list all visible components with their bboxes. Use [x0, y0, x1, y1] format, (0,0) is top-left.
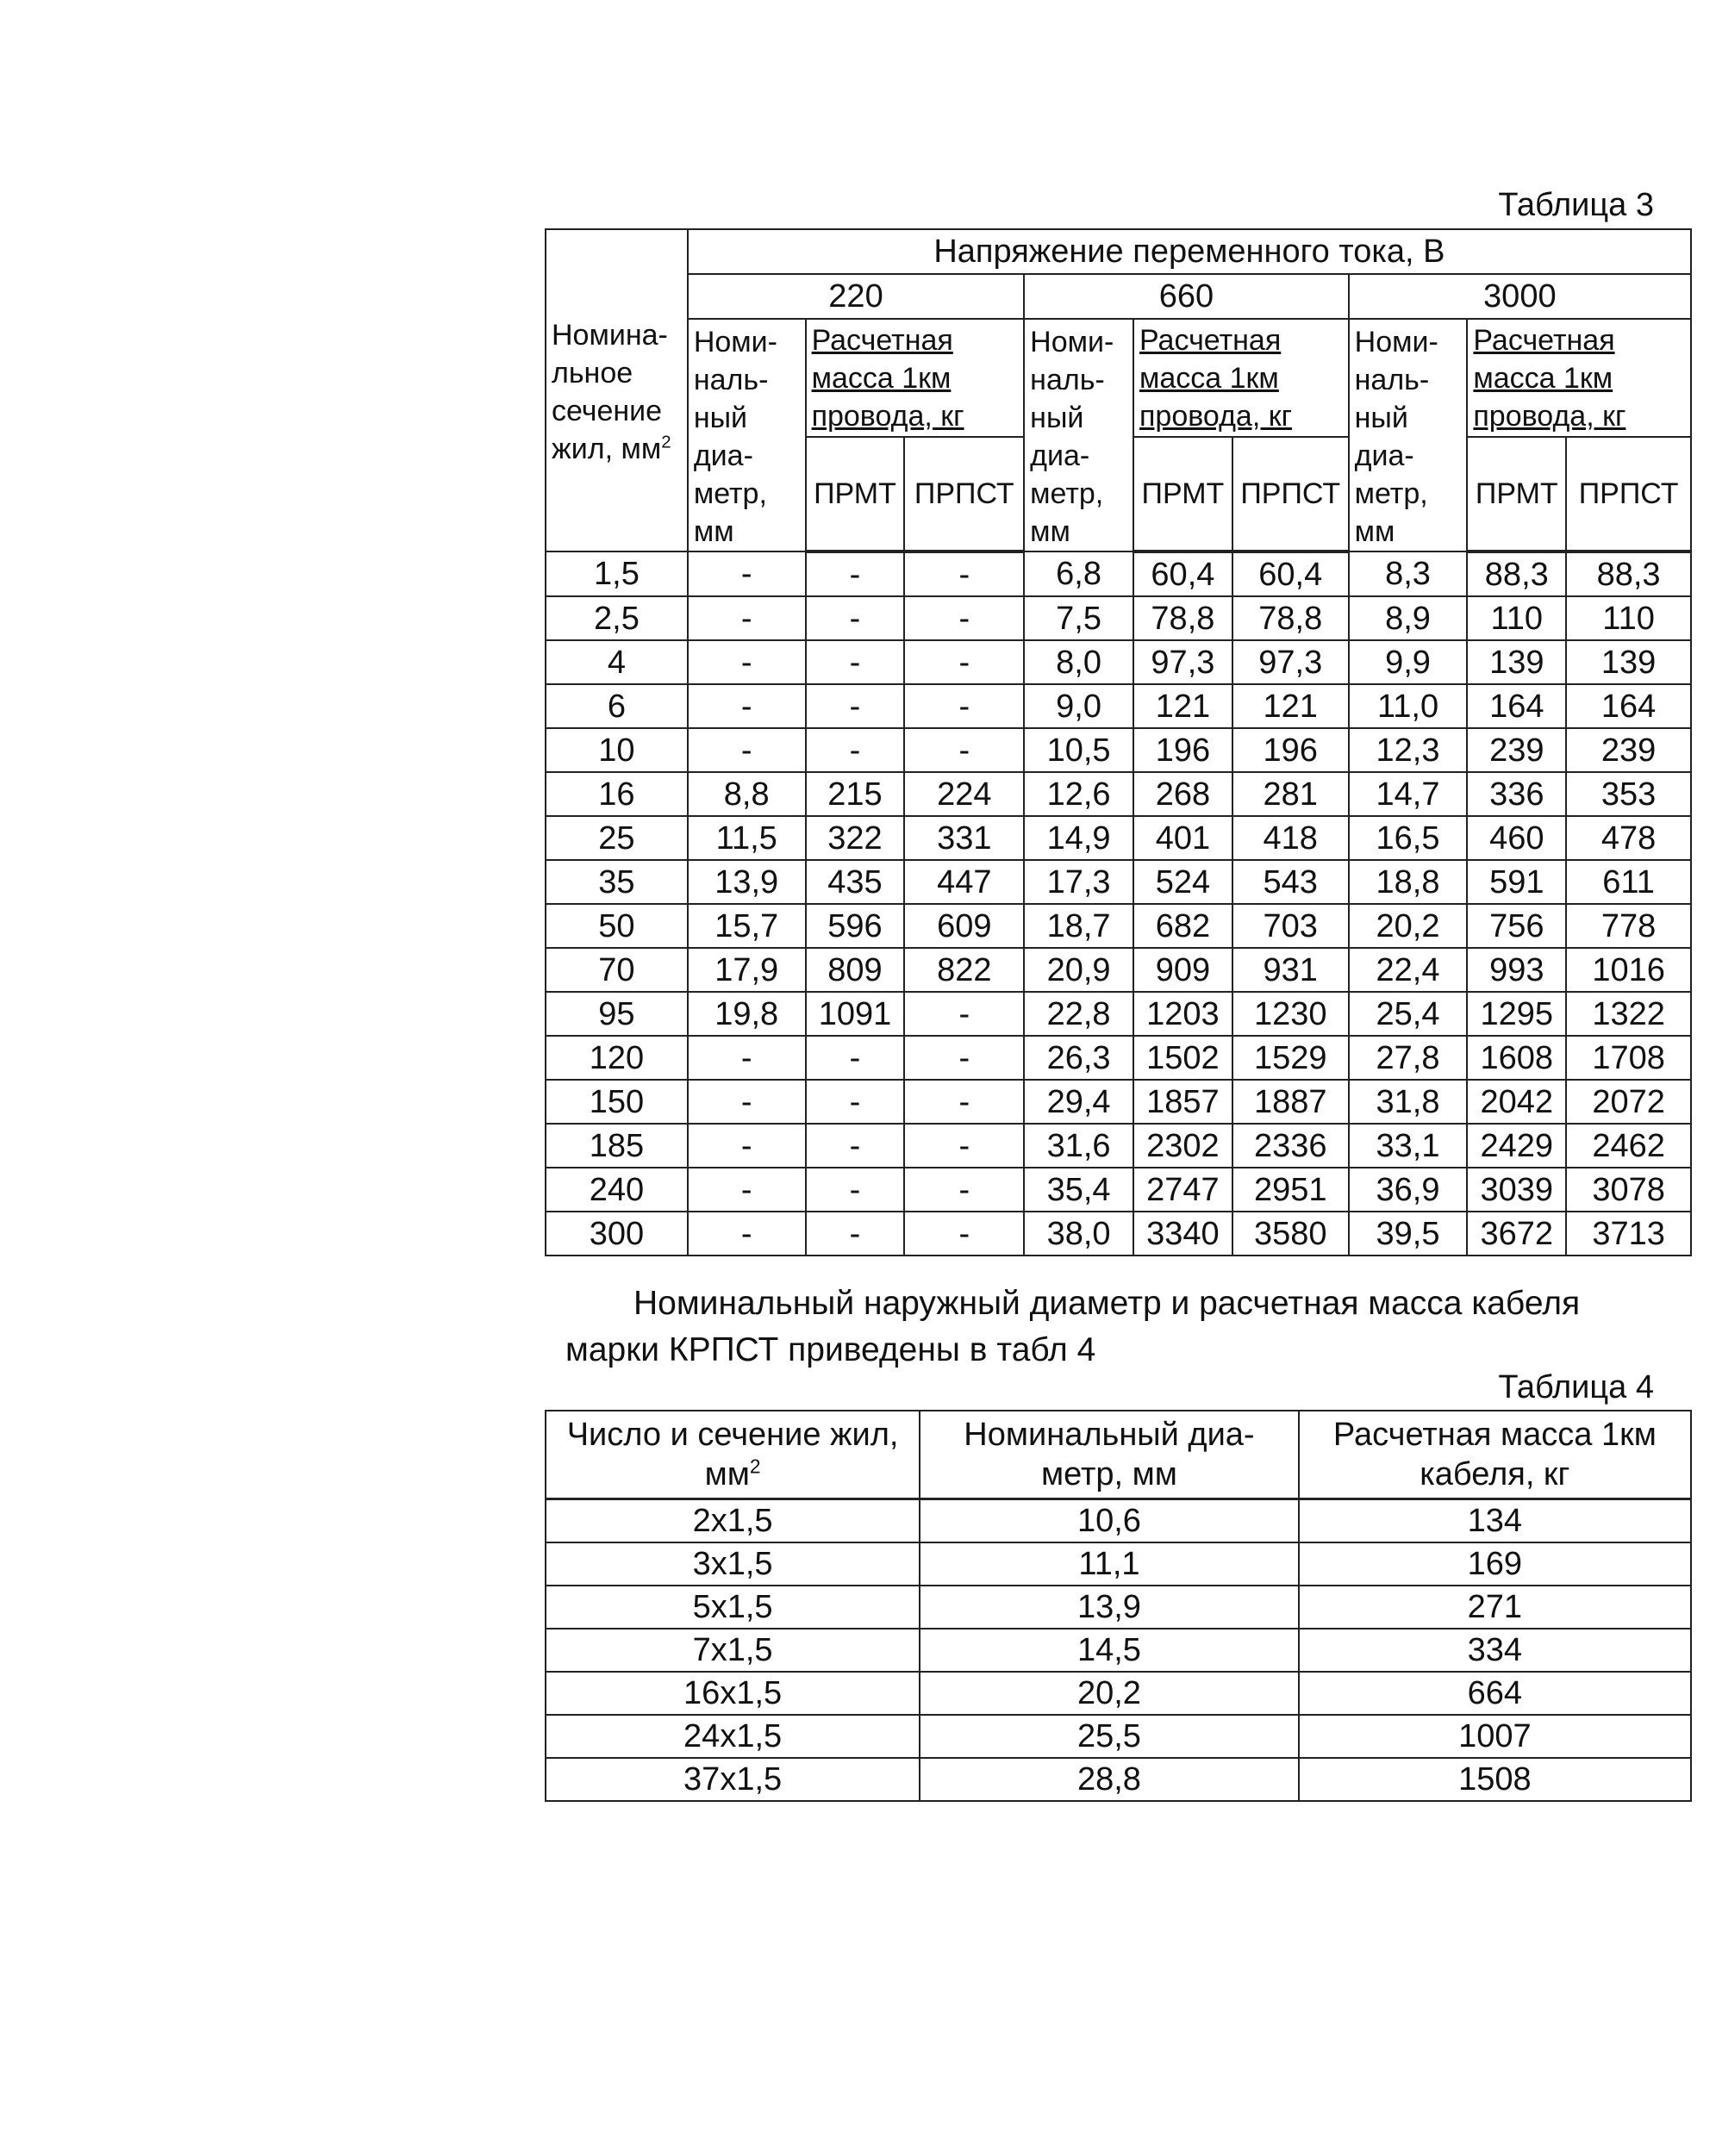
diameter-3000-header: Номи-наль-ный диа-метр, мм [1349, 319, 1468, 551]
table-cell: 778 [1566, 904, 1691, 948]
table-row [546, 860, 1691, 904]
table-cell: - [688, 596, 806, 640]
table-row [546, 684, 1691, 728]
table-cell: 1007 [1299, 1715, 1691, 1758]
table-cell: 460 [1467, 816, 1566, 860]
table-cell: 271 [1299, 1586, 1691, 1629]
table-row [546, 1715, 1691, 1758]
table-cell: - [806, 551, 905, 596]
table-cell: - [806, 1080, 905, 1124]
table-cell: 239 [1467, 728, 1566, 772]
table-cell: 38,0 [1024, 1212, 1133, 1256]
table-cell: - [688, 1124, 806, 1168]
table-cell: - [806, 684, 905, 728]
table-cell: 37х1,5 [546, 1758, 920, 1801]
table-cell: 931 [1232, 948, 1349, 992]
table-cell: 268 [1133, 772, 1232, 816]
table-cell: 70 [546, 948, 688, 992]
table-cell: - [806, 1036, 905, 1080]
table-cell: - [904, 1036, 1024, 1080]
table-cell: 60,4 [1133, 551, 1232, 596]
table-cell: 12,3 [1349, 728, 1468, 772]
table-cell: 110 [1467, 596, 1566, 640]
table-cell: 22,8 [1024, 992, 1133, 1036]
table-row [546, 1080, 1691, 1124]
table-cell: 1295 [1467, 992, 1566, 1036]
table-cell: 418 [1232, 816, 1349, 860]
diameter-220-header: Номи-наль-ный диа-метр, мм [688, 319, 806, 551]
table-cell: 13,9 [688, 860, 806, 904]
table-cell: 60,4 [1232, 551, 1349, 596]
table-cell: 2042 [1467, 1080, 1566, 1124]
table-cell: 110 [1566, 596, 1691, 640]
table-cell: 97,3 [1232, 640, 1349, 684]
table-cell: 88,3 [1566, 551, 1691, 596]
mass-660-header [1133, 319, 1349, 437]
table-cell: 8,3 [1349, 551, 1468, 596]
table-cell: 1203 [1133, 992, 1232, 1036]
table-cell: 39,5 [1349, 1212, 1468, 1256]
table-cell: 16х1,5 [546, 1672, 920, 1715]
prpst-660-header: ПРПСТ [1232, 437, 1349, 551]
table-cell: 150 [546, 1080, 688, 1124]
table-row [546, 1586, 1691, 1629]
table-row [546, 1542, 1691, 1586]
table-cell: 28,8 [920, 1758, 1299, 1801]
table-cell: - [904, 1168, 1024, 1212]
table-cell: 35,4 [1024, 1168, 1133, 1212]
table-cell: 993 [1467, 948, 1566, 992]
table-cell: 224 [904, 772, 1024, 816]
mass-660-label: Расчетная масса 1км провода, кг [1139, 323, 1292, 433]
table-cell: - [904, 992, 1024, 1036]
table-cell: 15,7 [688, 904, 806, 948]
table-cell: 7,5 [1024, 596, 1133, 640]
table-cell: 78,8 [1232, 596, 1349, 640]
table-cell: 2336 [1232, 1124, 1349, 1168]
table-cell: 4 [546, 640, 688, 684]
voltage-220-header: 220 [688, 274, 1024, 319]
table-cell: 14,9 [1024, 816, 1133, 860]
table-row [546, 728, 1691, 772]
mass-header: Расчетная масса 1км кабеля, кг [1299, 1411, 1691, 1499]
table-cell: 8,8 [688, 772, 806, 816]
table-cell: 336 [1467, 772, 1566, 816]
table-cell: 11,5 [688, 816, 806, 860]
table-cell: 19,8 [688, 992, 806, 1036]
table-cell: 121 [1133, 684, 1232, 728]
table-cell: 3672 [1467, 1212, 1566, 1256]
mass-3000-label: Расчетная масса 1км провода, кг [1473, 323, 1626, 433]
table-cell: 2072 [1566, 1080, 1691, 1124]
table-cell: - [806, 1124, 905, 1168]
table-cell: - [688, 1168, 806, 1212]
table-cell: 88,3 [1467, 551, 1566, 596]
table-cell: 3580 [1232, 1212, 1349, 1256]
table-cell: 334 [1299, 1629, 1691, 1672]
voltage-3000-header: 3000 [1349, 274, 1691, 319]
table-cell: 596 [806, 904, 905, 948]
table-cell: 8,9 [1349, 596, 1468, 640]
table-row [546, 1036, 1691, 1080]
table-cell: 239 [1566, 728, 1691, 772]
table-cell: 1508 [1299, 1758, 1691, 1801]
table-cell: 3078 [1566, 1168, 1691, 1212]
table-cell: 682 [1133, 904, 1232, 948]
table-row [546, 1629, 1691, 1672]
table-cell: 164 [1566, 684, 1691, 728]
table-cell: - [806, 1168, 905, 1212]
cable-spec-table-3 [545, 228, 1692, 1256]
table-cell: 1016 [1566, 948, 1691, 992]
table-cell: 2,5 [546, 596, 688, 640]
table-cell: 78,8 [1133, 596, 1232, 640]
table-cell: 2302 [1133, 1124, 1232, 1168]
table-cell: 703 [1232, 904, 1349, 948]
table-cell: 331 [904, 816, 1024, 860]
table-cell: 97,3 [1133, 640, 1232, 684]
table-cell: 3713 [1566, 1212, 1691, 1256]
cable-spec-table-4 [545, 1410, 1692, 1802]
table-cell: 17,3 [1024, 860, 1133, 904]
table-cell: 7х1,5 [546, 1629, 920, 1672]
table4-caption: Таблица 4 [1498, 1369, 1654, 1405]
table3-caption: Таблица 3 [1498, 187, 1654, 223]
voltage-header: Напряжение переменного тока, В [688, 229, 1691, 274]
table-cell: 18,7 [1024, 904, 1133, 948]
table-cell: 16,5 [1349, 816, 1468, 860]
table-cell: 1857 [1133, 1080, 1232, 1124]
table-cell: - [904, 684, 1024, 728]
intro-paragraph-text: Номинальный наружный диаметр и расчетная масса кабеля марки КРПСТ приведены в табл 4 [565, 1285, 1581, 1368]
table-cell: 8,0 [1024, 640, 1133, 684]
mass-220-header [806, 319, 1025, 437]
table-cell: 6,8 [1024, 551, 1133, 596]
table-cell: 20,9 [1024, 948, 1133, 992]
table-cell: 17,9 [688, 948, 806, 992]
voltage-660-header: 660 [1024, 274, 1348, 319]
cores-header [546, 1411, 920, 1499]
table-row [546, 948, 1691, 992]
intro-paragraph [565, 1281, 1660, 1374]
table-cell: 185 [546, 1124, 688, 1168]
table-cell: 10,6 [920, 1499, 1299, 1543]
table-cell: 1,5 [546, 551, 688, 596]
table-cell: 26,3 [1024, 1036, 1133, 1080]
table-cell: 3340 [1133, 1212, 1232, 1256]
table-cell: 9,0 [1024, 684, 1133, 728]
table-cell: 447 [904, 860, 1024, 904]
table-cell: 611 [1566, 860, 1691, 904]
table-cell: - [688, 551, 806, 596]
table-cell: 196 [1133, 728, 1232, 772]
table-cell: 1529 [1232, 1036, 1349, 1080]
table-cell: 10,5 [1024, 728, 1133, 772]
section-header-label: Номина-льное сечение жил, мм [552, 319, 668, 465]
table-cell: 1322 [1566, 992, 1691, 1036]
table-cell: 1230 [1232, 992, 1349, 1036]
table-cell: 1708 [1566, 1036, 1691, 1080]
mass-220-label: Расчетная масса 1км провода, кг [811, 323, 964, 433]
table-cell: 909 [1133, 948, 1232, 992]
table-cell: 2462 [1566, 1124, 1691, 1168]
table-cell: 95 [546, 992, 688, 1036]
table-cell: 139 [1467, 640, 1566, 684]
table-cell: 1502 [1133, 1036, 1232, 1080]
table-cell: 31,6 [1024, 1124, 1133, 1168]
table-row [546, 551, 1691, 596]
table-cell: 2429 [1467, 1124, 1566, 1168]
prpst-220-header: ПРПСТ [904, 437, 1024, 551]
table-cell: - [688, 684, 806, 728]
table-row [546, 1499, 1691, 1543]
table-cell: 6 [546, 684, 688, 728]
table-cell: 215 [806, 772, 905, 816]
table-cell: - [904, 551, 1024, 596]
table-cell: 401 [1133, 816, 1232, 860]
table-cell: - [806, 640, 905, 684]
table-cell: 12,6 [1024, 772, 1133, 816]
table-cell: 3х1,5 [546, 1542, 920, 1586]
table-cell: 2951 [1232, 1168, 1349, 1212]
table-cell: 14,7 [1349, 772, 1468, 816]
table-cell: 664 [1299, 1672, 1691, 1715]
prmt-3000-header: ПРМТ [1467, 437, 1566, 551]
table-row [546, 640, 1691, 684]
table-row [546, 772, 1691, 816]
table-cell: 14,5 [920, 1629, 1299, 1672]
table-row [546, 1212, 1691, 1256]
table-cell: 27,8 [1349, 1036, 1468, 1080]
section-header-sup: 2 [661, 433, 671, 452]
prpst-3000-header: ПРПСТ [1566, 437, 1691, 551]
table-cell: - [806, 596, 905, 640]
table-cell: - [904, 728, 1024, 772]
table-cell: 11,0 [1349, 684, 1468, 728]
table-cell: - [806, 728, 905, 772]
table-cell: 353 [1566, 772, 1691, 816]
table-cell: 609 [904, 904, 1024, 948]
table-cell: 121 [1232, 684, 1349, 728]
table-cell: 20,2 [920, 1672, 1299, 1715]
table-cell: - [904, 1124, 1024, 1168]
table-cell: 281 [1232, 772, 1349, 816]
table-cell: 25 [546, 816, 688, 860]
cores-header-label: Число и сечение жил, мм [566, 1417, 899, 1492]
section-header [546, 229, 688, 551]
table-cell: 13,9 [920, 1586, 1299, 1629]
prmt-220-header: ПРМТ [806, 437, 905, 551]
table-cell: - [688, 728, 806, 772]
table-row [546, 1672, 1691, 1715]
table-cell: 11,1 [920, 1542, 1299, 1586]
table-cell: - [688, 1036, 806, 1080]
table-cell: 36,9 [1349, 1168, 1468, 1212]
cores-header-sup: 2 [749, 1455, 761, 1478]
table-cell: 2747 [1133, 1168, 1232, 1212]
table-cell: 3039 [1467, 1168, 1566, 1212]
table-cell: 756 [1467, 904, 1566, 948]
table-cell: - [904, 640, 1024, 684]
table-cell: 300 [546, 1212, 688, 1256]
table-cell: 139 [1566, 640, 1691, 684]
prmt-660-header: ПРМТ [1133, 437, 1232, 551]
table-cell: 20,2 [1349, 904, 1468, 948]
table-cell: 5х1,5 [546, 1586, 920, 1629]
table-cell: 435 [806, 860, 905, 904]
table-cell: 31,8 [1349, 1080, 1468, 1124]
table-cell: 50 [546, 904, 688, 948]
table-cell: 33,1 [1349, 1124, 1468, 1168]
table-cell: - [904, 1212, 1024, 1256]
table-cell: 169 [1299, 1542, 1691, 1586]
table-row [546, 1124, 1691, 1168]
table-cell: 25,4 [1349, 992, 1468, 1036]
diameter-header: Номинальный диа-метр, мм [920, 1411, 1299, 1499]
table-cell: 524 [1133, 860, 1232, 904]
table-cell: - [688, 1080, 806, 1124]
table-cell: 822 [904, 948, 1024, 992]
table3-body [546, 551, 1691, 1256]
table-cell: 134 [1299, 1499, 1691, 1543]
table-cell: - [904, 1080, 1024, 1124]
table-cell: 24х1,5 [546, 1715, 920, 1758]
mass-3000-header [1467, 319, 1691, 437]
table-cell: 543 [1232, 860, 1349, 904]
table-cell: 196 [1232, 728, 1349, 772]
table-cell: 2х1,5 [546, 1499, 920, 1543]
table-cell: 591 [1467, 860, 1566, 904]
table-cell: 29,4 [1024, 1080, 1133, 1124]
table-cell: 164 [1467, 684, 1566, 728]
table-cell: - [688, 1212, 806, 1256]
table-cell: 322 [806, 816, 905, 860]
table-cell: 25,5 [920, 1715, 1299, 1758]
table-cell: - [806, 1212, 905, 1256]
table-cell: 35 [546, 860, 688, 904]
table-cell: - [688, 640, 806, 684]
table-cell: 809 [806, 948, 905, 992]
table-row [546, 1168, 1691, 1212]
table-cell: 120 [546, 1036, 688, 1080]
table-row [546, 904, 1691, 948]
table-cell: - [904, 596, 1024, 640]
table-cell: 240 [546, 1168, 688, 1212]
table-row [546, 992, 1691, 1036]
table-row [546, 1758, 1691, 1801]
table-cell: 1608 [1467, 1036, 1566, 1080]
diameter-660-header: Номи-наль-ный диа-метр, мм [1024, 319, 1133, 551]
table-cell: 10 [546, 728, 688, 772]
table4-body [546, 1499, 1691, 1802]
table-row [546, 816, 1691, 860]
table-cell: 22,4 [1349, 948, 1468, 992]
table-cell: 478 [1566, 816, 1691, 860]
table-cell: 9,9 [1349, 640, 1468, 684]
table-cell: 18,8 [1349, 860, 1468, 904]
table-cell: 16 [546, 772, 688, 816]
table-cell: 1887 [1232, 1080, 1349, 1124]
table-row [546, 596, 1691, 640]
table-cell: 1091 [806, 992, 905, 1036]
